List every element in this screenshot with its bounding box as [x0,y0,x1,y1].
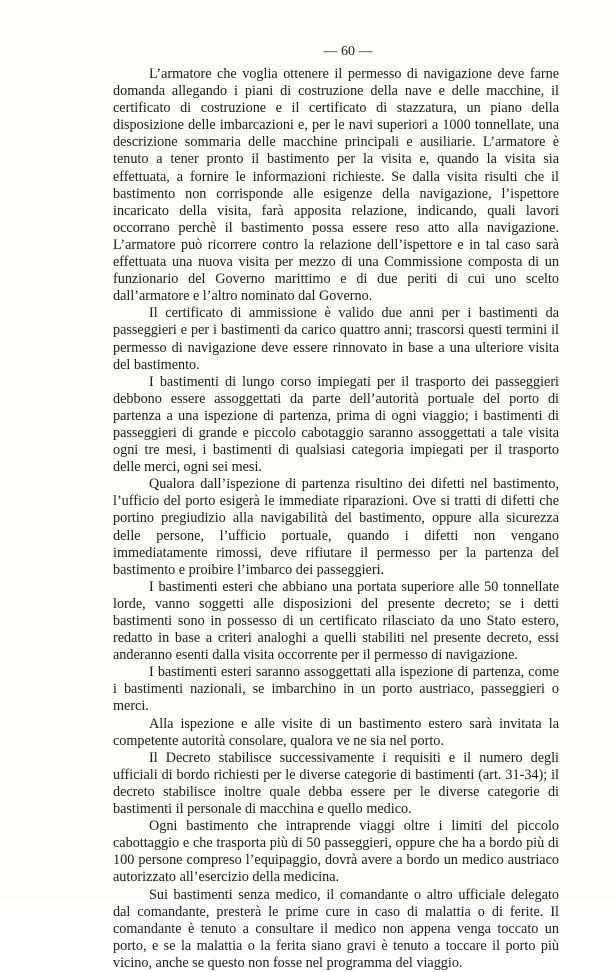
paragraph-9: Ogni bastimento che intraprende viaggi oltre i limiti del piccolo cabottaggio e che trasporta più di 50 passeggieri, oppure che ha a bordo più di 100 persone compreso l’equipaggio, dovrà avere a bordo un medico austriaco autorizzato all’esercizio della medicina. [113,818,559,886]
paragraph-2: Il certificato di ammissione è valido due anni per i bastimenti da passeggieri e per i bastimenti da carico quattro anni; trascorsi questi termini il permesso di navigazione deve essere rinnovato in base a una ulteriore visita del bastimento. [113,305,559,373]
paragraph-6: I bastimenti esteri saranno assoggettati alla ispezione di partenza, come i bastimenti nazionali, se imbarchino in un porto austriaco, passeggieri o merci. [113,664,559,715]
paragraph-8: Il Decreto stabilisce successivamente i requisiti e il numero degli ufficiali di bordo richiesti per le diverse categorie di bastimenti (art. 31-34); il decreto stabilisce inoltre quale debba essere per le diverse categorie di bastimenti il personale di macchina e quello medico. [113,749,559,818]
paragraph-1: L’armatore che voglia ottenere il permesso di navigazione deve farne domanda allegando i piani di costruzione della nave e delle macchine, il certificato di costruzione e il certificato di stazzatura, un piano della disposizione delle imbarcazioni e, per le navi superiori a 1000 tonnellate, una descrizione sommaria delle macchine principali e ausiliarie. L’armatore è tenuto a tener pronto il bastimento per la visita e, quando la visita sia effettuata, a fornire le informazioni richieste. Se dalla visita risulti che il bastimento non corrisponde alle esigenze della navigazione, l’ispettore incaricato della visita, farà apposita relazione, indicando, quali lavori occorrano perchè il bastimento possa essere reso atto alla navigazione. L’armatore può ricorrere contro la relazione dell’ispettore e in tal caso sarà effettuata una nuova visita per mezzo di una Commissione composta di un funzionario del Governo marittimo e di due periti di cui uno scelto dall’armatore e l’altro nominato dal Governo. [113,66,559,305]
page-number: — 60 — [323,44,373,59]
body-text [113,66,559,972]
paragraph-5: I bastimenti esteri che abbiano una portata superiore alle 50 tonnellate lorde, vanno soggetti alle disposizioni del presente decreto; se i detti bastimenti sono in possesso di un certificato rilasciato da uno Stato estero, redatto in base a criteri analoghi a quelli stabiliti nel presente decreto, essi anderanno esenti dalla visita occorrente per il permesso di navigazione. [113,578,559,664]
paragraph-3: I bastimenti di lungo corso impiegati per il trasporto dei passeggieri debbono essere assoggettati da parte dell’autorità portuale del porto di partenza a una ispezione di partenza, prima di ogni viaggio; i bastimenti di passeggieri di grande e piccolo cabotaggio saranno assoggettati a tale visita ogni tre mesi, i bastimenti di qualsiasi categoria impiegati per il trasporto delle merci, ogni sei mesi. [113,373,559,476]
paragraph-7: Alla ispezione e alle visite di un bastimento estero sarà invitata la competente autorità consolare, qualora ve ne sia nel porto. [113,715,559,749]
paragraph-10: Sui bastimenti senza medico, il comandante o altro ufficiale delegato dal comandante, presterà le prime cure in caso di malattia o di ferite. Il comandante è tenuto a consultare il medico non appena venga toccato un porto, e se la malattia o la ferita siano gravi è tenuto a toccare il porto più vicino, anche se questo non fosse nel programma del viaggio. [113,886,559,971]
paragraph-4: Qualora dall’ispezione di partenza risultino dei difetti nel bastimento, l’ufficio del porto esigerà le immediate riparazioni. Ove si tratti di difetti che portino pregiudizio alla navigabilità del bastimento, oppure alla sicurezza delle persone, l’ufficio portuale, quando i difetti non vengano immediatamente rimossi, deve rifiutare il permesso per la partenza del bastimento e proibire l’imbarco dei passeggieri. [113,476,559,578]
